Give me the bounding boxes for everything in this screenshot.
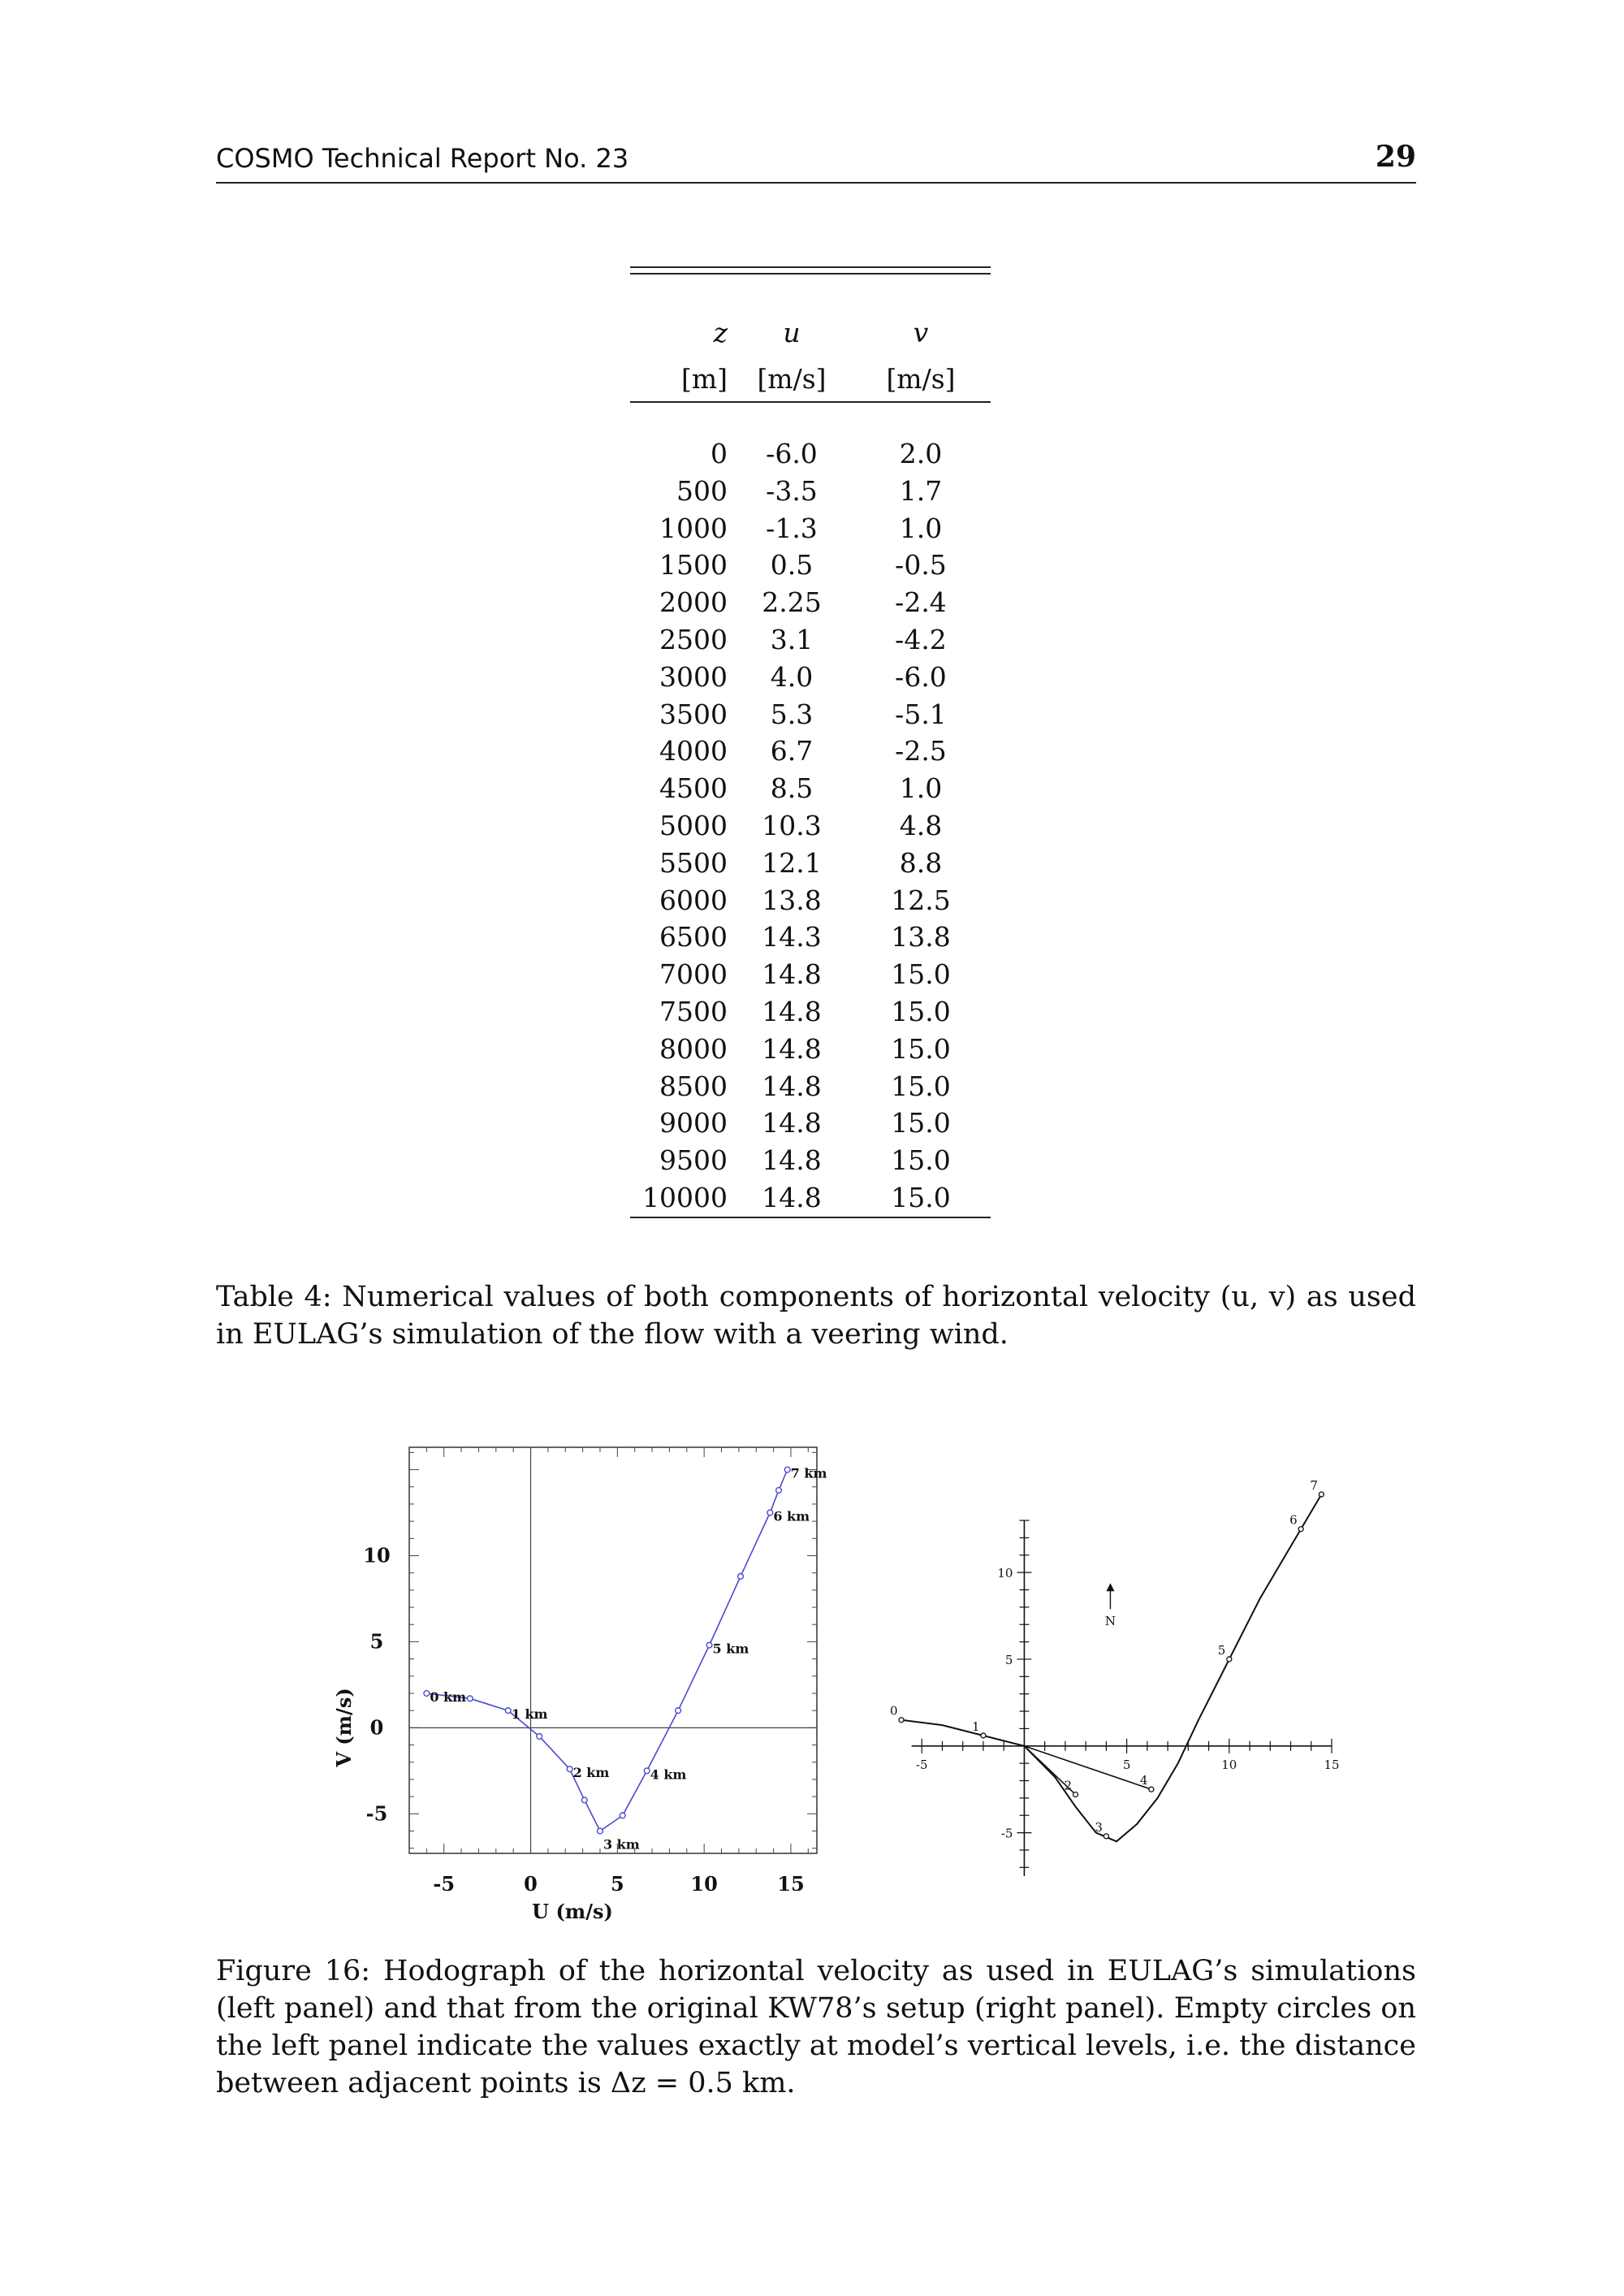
level-point [567, 1766, 572, 1772]
level-point [1073, 1792, 1078, 1797]
cell-z: 9000 [659, 1107, 728, 1139]
col-unit-z: [m] [680, 362, 728, 395]
cell-v: 15.0 [891, 1070, 951, 1102]
level-label: 4 [1139, 1773, 1148, 1788]
v-tick-label: -5 [1000, 1826, 1013, 1841]
level-point [767, 1510, 773, 1516]
level-point [467, 1696, 473, 1701]
cell-u: 4.0 [770, 660, 814, 693]
cell-u: 14.3 [762, 921, 822, 953]
level-point [1227, 1657, 1232, 1662]
page-number: 29 [1375, 140, 1416, 174]
table-row [630, 1031, 991, 1068]
cell-u: 0.5 [770, 549, 814, 582]
table-row [630, 882, 991, 919]
header-rule [216, 182, 1416, 184]
table-row [630, 510, 991, 547]
u-tick-label: 15 [1324, 1757, 1340, 1772]
cell-z: 6500 [659, 921, 728, 953]
cell-v: 15.0 [891, 1032, 951, 1065]
height-annotation: 4 km [650, 1766, 687, 1783]
height-annotation: 2 km [572, 1765, 610, 1781]
col-unit-u: [m/s] [757, 362, 827, 395]
cell-v: 13.8 [891, 921, 951, 953]
table-row [630, 919, 991, 956]
cell-u: 14.8 [762, 1144, 822, 1177]
table-row [630, 993, 991, 1031]
table-row [630, 733, 991, 770]
col-header-v: v [913, 316, 929, 348]
x-tick-label: 10 [690, 1872, 718, 1896]
u-tick-label: 10 [1221, 1757, 1237, 1772]
level-point [1149, 1787, 1154, 1792]
cell-u: -6.0 [766, 438, 818, 469]
table-row [630, 770, 991, 807]
height-annotation: 1 km [511, 1706, 548, 1723]
cell-z: 7500 [659, 995, 728, 1027]
right-plot-labels [890, 1478, 1340, 1841]
level-point [706, 1642, 712, 1648]
cell-z: 1500 [659, 549, 728, 582]
v-tick-label: 10 [997, 1566, 1013, 1581]
cell-u: 14.8 [762, 1070, 822, 1102]
x-tick-label: 15 [777, 1872, 805, 1896]
cell-z: 5500 [659, 846, 728, 879]
cell-u: 14.8 [762, 995, 822, 1027]
level-point [424, 1691, 430, 1697]
table-row [630, 845, 991, 882]
table-row [630, 473, 991, 510]
left-plot-ticks [409, 1447, 817, 1853]
cell-z: 3500 [659, 698, 728, 730]
y-tick-label: 5 [369, 1629, 384, 1654]
cell-v: 15.0 [891, 995, 951, 1027]
cell-z: 8000 [659, 1032, 728, 1065]
cell-u: 14.8 [762, 1181, 822, 1213]
right-plot-axes [912, 1520, 1332, 1876]
level-point [676, 1708, 681, 1714]
kw78-hodograph-line [901, 1494, 1321, 1841]
cell-v: -0.5 [895, 549, 947, 582]
table-row [630, 956, 991, 993]
cell-v: -5.1 [895, 698, 947, 730]
level-label: 3 [1095, 1819, 1103, 1835]
table-row [630, 659, 991, 696]
height-annotation: 7 km [790, 1465, 827, 1481]
table-row [630, 584, 991, 621]
north-label: N [1104, 1614, 1116, 1629]
left-plot-labels [332, 1466, 827, 1923]
cell-z: 4500 [659, 772, 728, 805]
cell-v: 1.0 [899, 772, 943, 805]
level-point [644, 1768, 650, 1774]
level-point [537, 1734, 542, 1740]
cell-v: 2.0 [899, 438, 943, 469]
table-row [630, 1179, 991, 1217]
left-hodograph-panel [325, 1438, 828, 1925]
v-tick-label: 5 [1004, 1652, 1013, 1667]
cell-v: -2.4 [895, 586, 947, 619]
height-annotation: 5 km [712, 1641, 749, 1657]
table-row [630, 1105, 991, 1142]
right-hodograph-panel [885, 1478, 1340, 1892]
level-label: 0 [890, 1703, 898, 1719]
level-point [738, 1573, 744, 1579]
y-tick-label: -5 [365, 1801, 388, 1826]
level-point [598, 1828, 603, 1834]
cell-u: 14.8 [762, 1107, 822, 1139]
left-plot-frame [409, 1447, 817, 1853]
table-row [630, 547, 991, 584]
cell-z: 8500 [659, 1070, 728, 1102]
cell-v: 15.0 [891, 1181, 951, 1213]
u-tick-label: -5 [915, 1757, 928, 1772]
cell-z: 3000 [659, 660, 728, 693]
cell-v: 12.5 [891, 884, 951, 916]
x-tick-label: 0 [524, 1872, 538, 1896]
cell-u: 14.8 [762, 958, 822, 991]
level-point [620, 1813, 625, 1818]
x-axis-label: U (m/s) [532, 1900, 613, 1923]
cell-u: 3.1 [770, 623, 814, 655]
level-point [899, 1718, 904, 1723]
cell-u: -3.5 [766, 474, 818, 507]
level-label: 6 [1289, 1512, 1298, 1528]
cell-v: 15.0 [891, 1144, 951, 1177]
cell-z: 6000 [659, 884, 728, 916]
level-point [1319, 1492, 1324, 1497]
level-point [581, 1797, 587, 1803]
u-tick-label: 5 [1122, 1757, 1131, 1772]
cell-u: 2.25 [762, 586, 822, 619]
level-point [505, 1708, 511, 1714]
plot-frame [409, 1447, 817, 1853]
table-row [630, 435, 991, 473]
cell-v: 4.8 [899, 809, 943, 841]
cell-u: 8.5 [770, 772, 814, 805]
table-bottom-rule [630, 1217, 991, 1218]
cell-u: -1.3 [766, 512, 818, 544]
cell-v: 1.7 [899, 474, 943, 507]
level-point [1104, 1834, 1108, 1839]
cell-v: -6.0 [895, 660, 947, 693]
cell-v: 8.8 [899, 846, 943, 879]
level-point [981, 1733, 986, 1738]
cell-v: -2.5 [895, 735, 947, 767]
level-point [1298, 1527, 1303, 1532]
x-tick-label: -5 [433, 1872, 456, 1896]
table-caption: Table 4: Numerical values of both components of horizontal velocity (u, v) as used in EULAG’s simulation of the flow with a veering wind. [216, 1281, 1416, 1351]
cell-v: 15.0 [891, 958, 951, 991]
page-header [216, 140, 1416, 184]
height-annotation: 6 km [773, 1508, 810, 1524]
table-row [630, 1068, 991, 1105]
y-tick-label: 0 [369, 1715, 384, 1740]
table-row [630, 696, 991, 733]
cell-z: 5000 [659, 809, 728, 841]
cell-z: 9500 [659, 1144, 728, 1177]
level-point [784, 1467, 790, 1472]
cell-z: 7000 [659, 958, 728, 991]
velocity-table [630, 275, 991, 1217]
north-arrow-head [1106, 1583, 1114, 1591]
y-axis-label: V (m/s) [332, 1688, 356, 1767]
cell-z: 1000 [659, 512, 728, 544]
velocity-table-block [630, 266, 991, 1218]
cell-u: 10.3 [762, 809, 822, 841]
level-label: 1 [971, 1719, 980, 1734]
cell-z: 500 [676, 474, 728, 507]
table-top-rule [630, 266, 991, 268]
col-header-z: z [713, 316, 728, 348]
col-header-u: u [783, 316, 801, 348]
level-label: 5 [1217, 1642, 1226, 1658]
table-row [630, 621, 991, 659]
figure-caption: Figure 16: Hodograph of the horizontal velocity as used in EULAG’s simulations (left panel) and that from the original KW78’s setup (right panel). Empty circles on the left panel indicate the values exactly at model’s vertical levels, i.e. the distance between adjacent points is Δz = 0.5 km. [216, 1955, 1416, 2099]
level-label: 2 [1064, 1778, 1073, 1793]
height-annotation: 3 km [603, 1836, 640, 1853]
cell-v: 1.0 [899, 512, 943, 544]
table-row [630, 1142, 991, 1179]
cell-u: 13.8 [762, 884, 822, 916]
cell-z: 4000 [659, 735, 728, 767]
table-row [630, 807, 991, 845]
x-tick-label: 5 [610, 1872, 624, 1896]
cell-z: 0 [710, 438, 728, 469]
cell-u: 6.7 [770, 735, 814, 767]
right-plot-data [899, 1492, 1324, 1841]
cell-z: 2000 [659, 586, 728, 619]
height-annotation: 0 km [430, 1688, 467, 1705]
level-label: 7 [1310, 1478, 1318, 1493]
cell-u: 12.1 [762, 846, 822, 879]
shear-line [1024, 1746, 1151, 1789]
col-unit-v: [m/s] [886, 362, 956, 395]
y-tick-label: 10 [363, 1543, 391, 1567]
cell-z: 10000 [642, 1181, 728, 1213]
cell-z: 2500 [659, 623, 728, 655]
cell-v: -4.2 [895, 623, 947, 655]
cell-u: 14.8 [762, 1032, 822, 1065]
report-title: COSMO Technical Report No. 23 [216, 143, 629, 174]
cell-v: 15.0 [891, 1107, 951, 1139]
level-point [776, 1488, 782, 1494]
cell-u: 5.3 [770, 698, 814, 730]
